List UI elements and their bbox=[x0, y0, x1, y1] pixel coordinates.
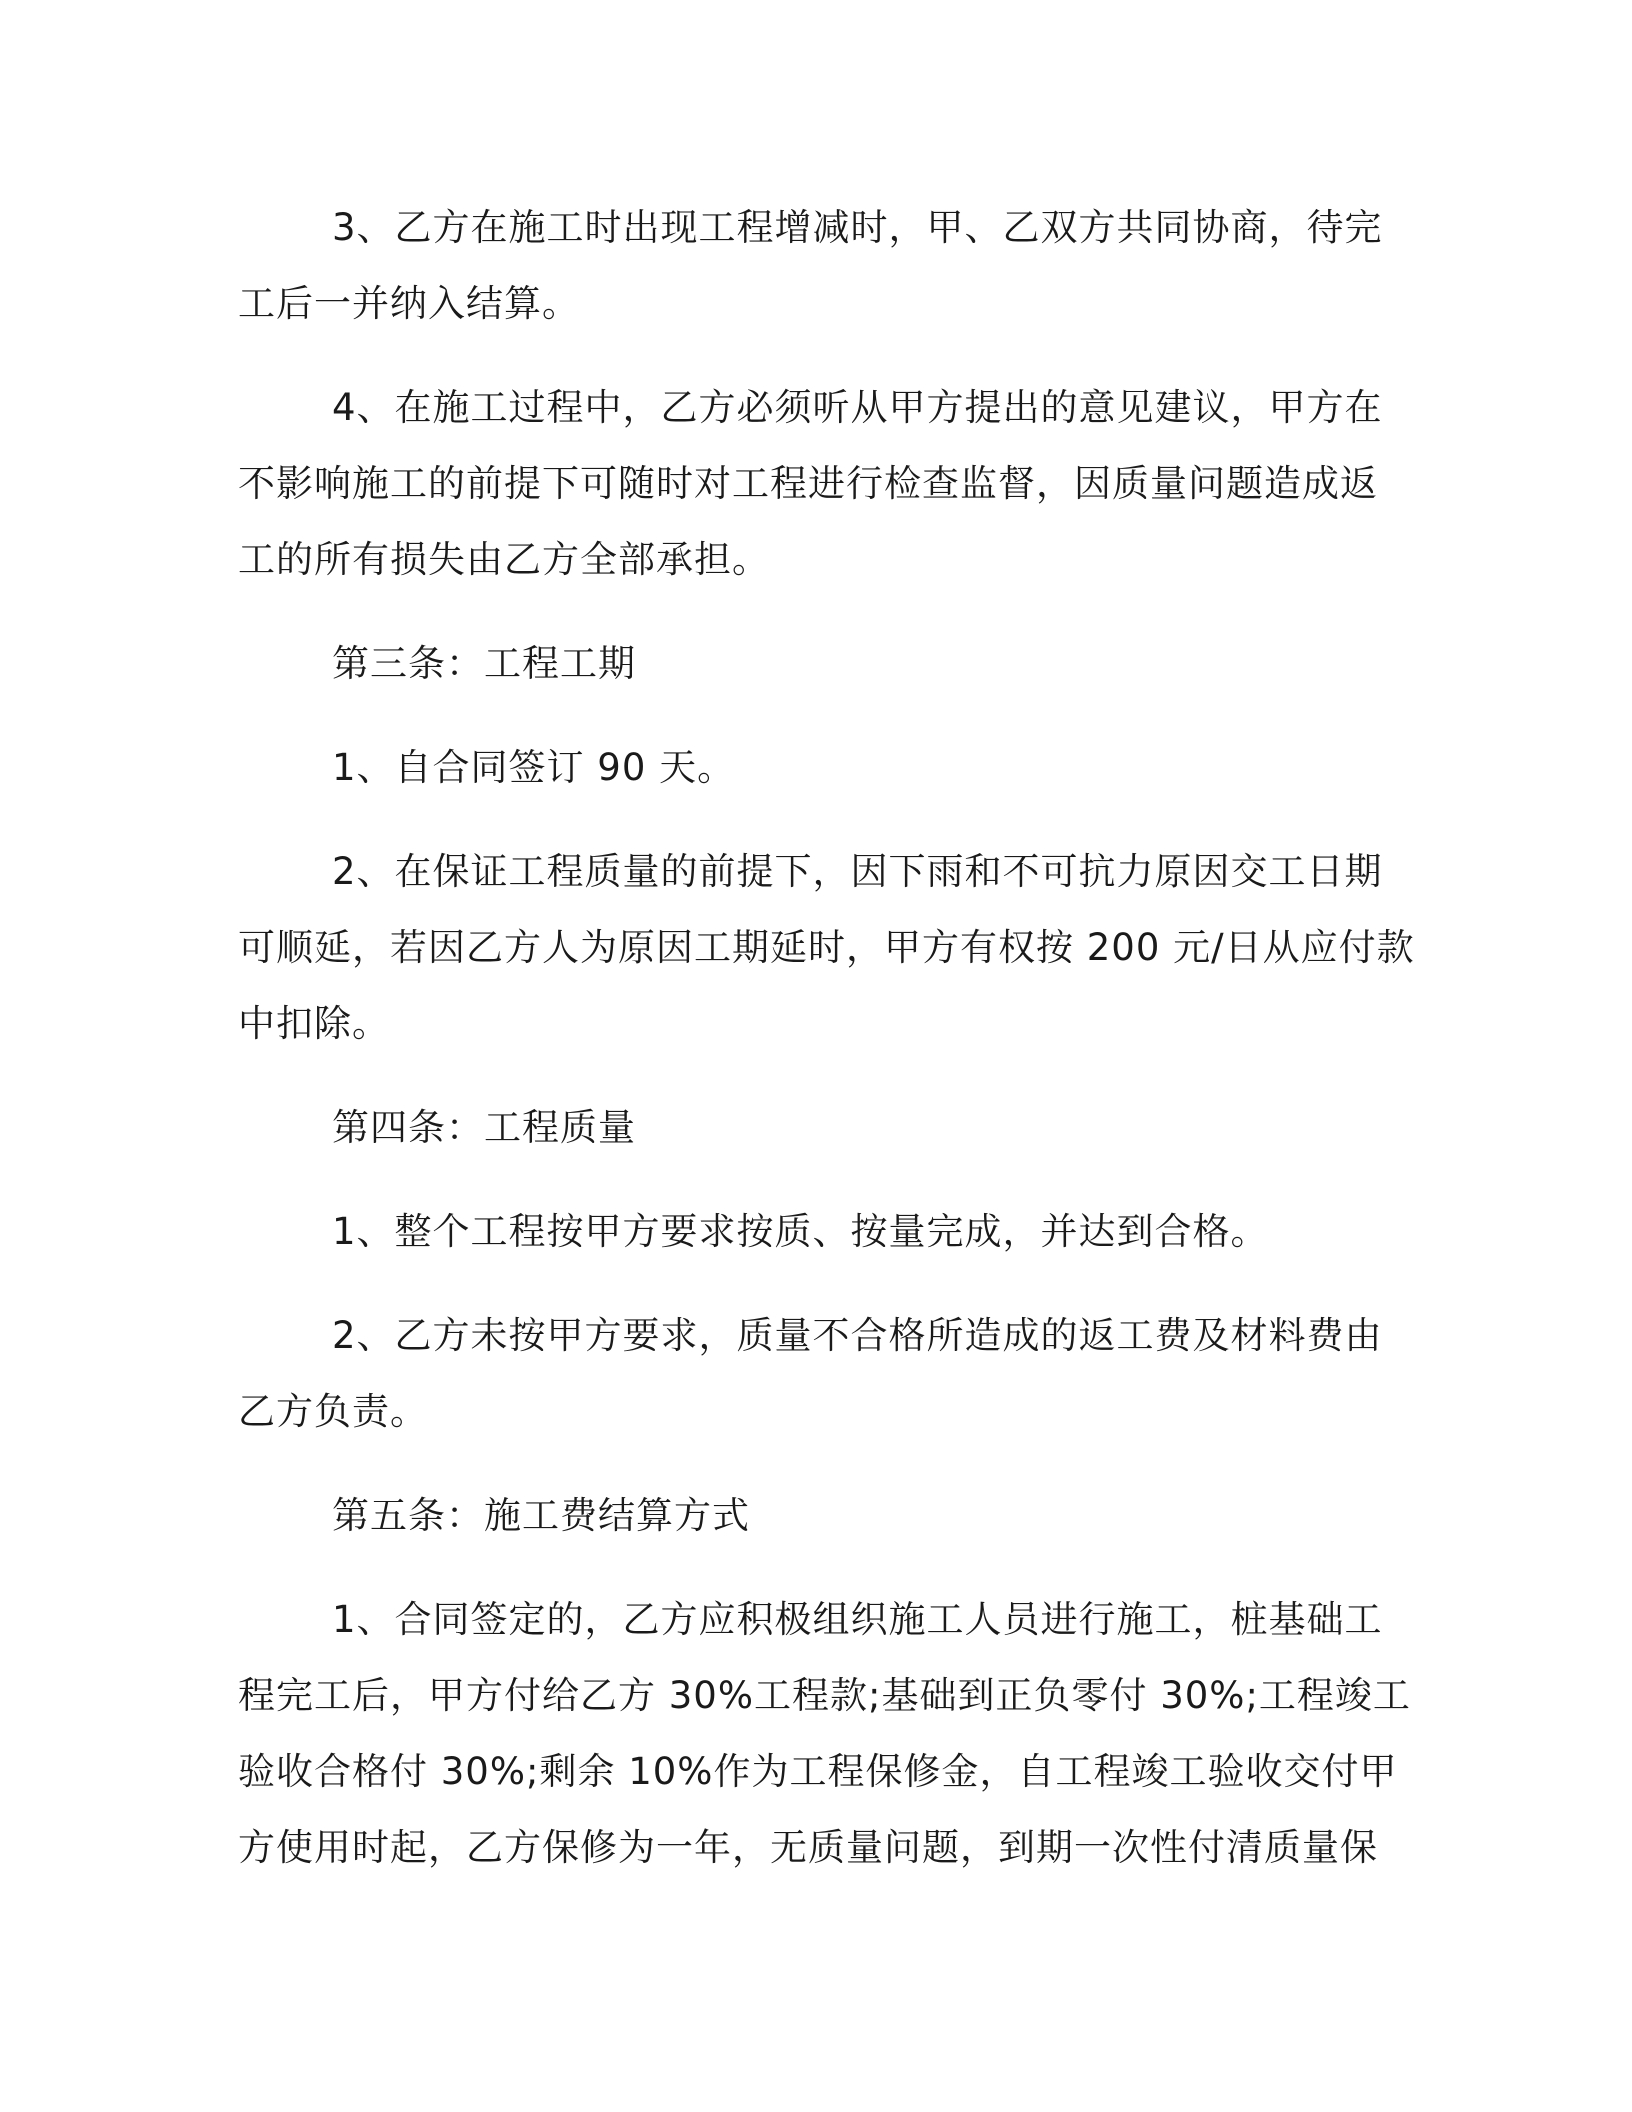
clause-item-3-1 bbox=[238, 730, 1388, 806]
clause-item-4-1 bbox=[238, 1194, 1388, 1270]
clause-item-3 bbox=[238, 190, 1388, 342]
clause-item-5-1 bbox=[238, 1582, 1411, 1886]
section-heading-article-5 bbox=[238, 1478, 1388, 1554]
text-line: 工的所有损失由乙方全部承担。 bbox=[238, 538, 770, 581]
text-line: 3、乙方在施工时出现工程增减时，甲、乙双方共同协商，待完 bbox=[332, 206, 1383, 249]
text-line: 4、在施工过程中，乙方必须听从甲方提出的意见建议，甲方在 bbox=[332, 386, 1383, 429]
text-line: 工后一并纳入结算。 bbox=[238, 282, 580, 325]
section-heading-article-4 bbox=[238, 1090, 1388, 1166]
heading-text: 第四条：工程质量 bbox=[332, 1106, 636, 1149]
text-line: 方使用时起，乙方保修为一年，无质量问题，到期一次性付清质量保 bbox=[238, 1826, 1378, 1869]
text-line: 1、自合同签订 90 天。 bbox=[332, 746, 736, 789]
text-line: 1、合同签定的，乙方应积极组织施工人员进行施工，桩基础工 bbox=[332, 1598, 1383, 1641]
clause-item-4-2 bbox=[238, 1298, 1388, 1450]
text-line: 可顺延，若因乙方人为原因工期延时，甲方有权按 200 元/日从应付款 bbox=[238, 926, 1415, 969]
text-line: 2、乙方未按甲方要求，质量不合格所造成的返工费及材料费由 bbox=[332, 1314, 1383, 1357]
text-line: 验收合格付 30%;剩余 10%作为工程保修金，自工程竣工验收交付甲 bbox=[238, 1750, 1398, 1793]
text-line: 2、在保证工程质量的前提下，因下雨和不可抗力原因交工日期 bbox=[332, 850, 1383, 893]
text-line: 程完工后，甲方付给乙方 30%工程款;基础到正负零付 30%;工程竣工 bbox=[238, 1674, 1411, 1717]
clause-item-3-2 bbox=[238, 834, 1415, 1062]
text-line: 1、整个工程按甲方要求按质、按量完成，并达到合格。 bbox=[332, 1210, 1269, 1253]
heading-text: 第三条：工程工期 bbox=[332, 642, 636, 685]
text-line: 不影响施工的前提下可随时对工程进行检查监督，因质量问题造成返 bbox=[238, 462, 1378, 505]
text-line: 乙方负责。 bbox=[238, 1390, 428, 1433]
section-heading-article-3 bbox=[238, 626, 1388, 702]
document-page bbox=[238, 190, 1415, 1914]
clause-item-4 bbox=[238, 370, 1388, 598]
text-line: 中扣除。 bbox=[238, 1002, 390, 1045]
heading-text: 第五条：施工费结算方式 bbox=[332, 1494, 750, 1537]
